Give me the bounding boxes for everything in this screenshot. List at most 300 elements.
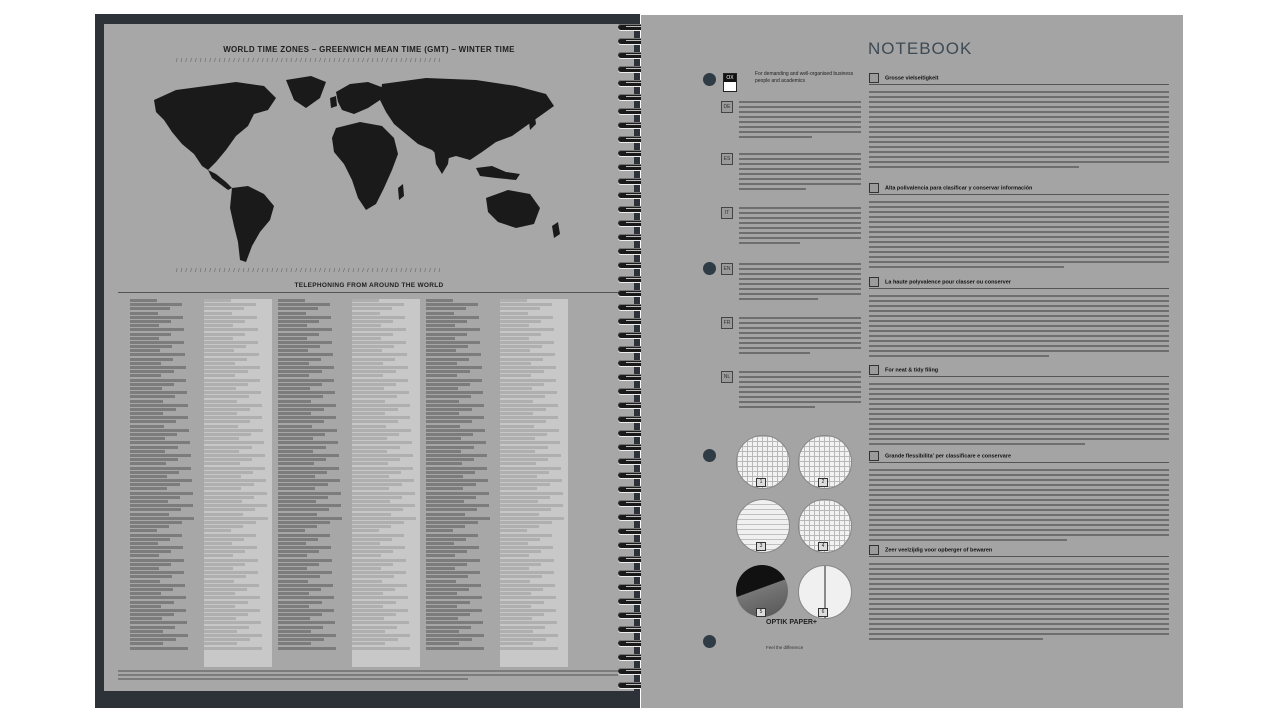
phone-code-row <box>352 538 392 541</box>
phone-code-row <box>352 529 379 532</box>
phone-code-row <box>500 621 557 624</box>
phone-code-row <box>130 483 180 486</box>
phone-code-row <box>500 479 562 482</box>
phone-code-row <box>426 374 457 377</box>
phone-code-row <box>500 458 548 461</box>
description-fr <box>739 317 861 357</box>
section-body <box>869 469 1169 541</box>
phone-code-row <box>130 626 175 629</box>
world-map <box>136 70 576 270</box>
phone-code-row <box>204 370 248 373</box>
phone-code-row <box>500 404 558 407</box>
phone-code-row <box>278 446 326 449</box>
phone-code-row <box>278 504 341 507</box>
phone-code-row <box>278 613 322 616</box>
phone-code-row <box>352 546 405 549</box>
phone-code-row <box>426 400 459 403</box>
phone-code-row <box>500 542 528 545</box>
section-body <box>869 563 1169 640</box>
phone-code-row <box>130 391 187 394</box>
divider <box>869 194 1169 195</box>
phone-code-row <box>500 370 544 373</box>
phone-code-row <box>130 508 181 511</box>
phone-codes-column <box>130 299 198 667</box>
phone-code-row <box>130 487 167 490</box>
phone-code-row <box>204 412 237 415</box>
phone-code-row <box>352 420 398 423</box>
phone-code-row <box>500 487 537 490</box>
phone-code-row <box>130 559 184 562</box>
phone-code-row <box>204 316 257 319</box>
phone-code-row <box>500 387 532 390</box>
phone-code-row <box>204 496 254 499</box>
phone-code-row <box>204 575 246 578</box>
phone-code-row <box>204 454 265 457</box>
phone-code-row <box>278 400 311 403</box>
phone-code-row <box>426 613 470 616</box>
phone-code-row <box>352 601 396 604</box>
phone-code-row <box>130 320 171 323</box>
phone-code-row <box>278 441 338 444</box>
phone-code-row <box>426 592 457 595</box>
phone-code-row <box>426 575 468 578</box>
phone-code-row <box>500 504 563 507</box>
telephone-title: TELEPHONING FROM AROUND THE WORLD <box>294 282 444 289</box>
phone-code-row <box>204 462 240 465</box>
phone-code-row <box>426 458 474 461</box>
phone-code-row <box>352 395 397 398</box>
phone-code-row <box>500 408 546 411</box>
phone-code-row <box>500 613 544 616</box>
phone-code-row <box>130 299 157 302</box>
phone-code-row <box>500 496 550 499</box>
divider <box>869 462 1169 463</box>
phone-code-row <box>130 521 182 524</box>
phone-code-row <box>130 617 162 620</box>
phone-code-row <box>352 521 404 524</box>
phone-code-row <box>426 408 472 411</box>
section-heading: La haute polyvalence pour classer ou conserver <box>869 277 1169 288</box>
phone-code-row <box>130 575 172 578</box>
phone-code-row <box>352 492 415 495</box>
section-en <box>869 365 1169 448</box>
phone-code-row <box>500 316 553 319</box>
phone-code-row <box>352 567 381 570</box>
phone-code-row <box>426 303 478 306</box>
phone-code-row <box>130 462 166 465</box>
phone-code-row <box>204 479 266 482</box>
phone-code-row <box>500 584 555 587</box>
phone-code-row <box>500 391 557 394</box>
phone-code-row <box>352 621 409 624</box>
phone-code-row <box>278 312 306 315</box>
phone-code-row <box>426 362 457 365</box>
phone-code-row <box>426 370 470 373</box>
feature-label: 1 <box>756 478 766 487</box>
phone-code-row <box>352 584 407 587</box>
phone-code-row <box>426 420 472 423</box>
phone-code-row <box>500 467 561 470</box>
phone-code-row <box>426 437 461 440</box>
phone-code-row <box>130 429 189 432</box>
phone-code-row <box>130 630 163 633</box>
phone-code-row <box>426 320 467 323</box>
optik-paper-tagline: Feel the difference <box>766 645 804 650</box>
phone-code-row <box>130 584 185 587</box>
phone-code-row <box>278 534 330 537</box>
punch-hole <box>703 449 716 462</box>
phone-code-row <box>500 328 554 331</box>
phone-code-row <box>500 492 563 495</box>
phone-code-row <box>426 412 459 415</box>
phone-code-row <box>426 446 474 449</box>
phone-code-row <box>130 337 159 340</box>
phone-code-row <box>500 575 542 578</box>
phone-code-row <box>352 588 395 591</box>
phone-code-row <box>352 408 398 411</box>
phone-code-row <box>130 374 161 377</box>
section-body <box>869 91 1169 168</box>
phone-code-row <box>426 379 482 382</box>
phone-code-row <box>352 429 411 432</box>
phone-code-row <box>130 529 157 532</box>
phone-code-row <box>204 521 256 524</box>
phone-code-row <box>204 630 237 633</box>
feature-label: 2 <box>818 478 828 487</box>
phone-code-row <box>426 626 471 629</box>
phone-code-row <box>500 353 555 356</box>
phone-code-row <box>130 542 158 545</box>
phone-code-row <box>130 370 174 373</box>
phone-code-row <box>278 487 315 490</box>
phone-code-row <box>500 429 559 432</box>
phone-code-row <box>500 307 540 310</box>
phone-code-row <box>500 559 554 562</box>
phone-code-row <box>500 546 553 549</box>
phone-code-row <box>130 366 186 369</box>
phone-code-row <box>426 647 484 650</box>
phone-code-row <box>130 609 186 612</box>
phone-code-row <box>204 492 267 495</box>
phone-code-row <box>278 559 332 562</box>
phone-code-row <box>130 634 188 637</box>
section-code-box <box>869 73 879 83</box>
feature-label: 3 <box>756 542 766 551</box>
phone-code-row <box>130 467 191 470</box>
phone-code-row <box>500 567 529 570</box>
phone-code-row <box>426 471 475 474</box>
phone-code-row <box>352 349 382 352</box>
section-fr <box>869 277 1169 360</box>
phone-code-row <box>352 592 383 595</box>
section-heading: Alta polivalencia para clasificar y conservar información <box>869 183 1169 194</box>
phone-code-row <box>426 605 457 608</box>
phone-code-row <box>500 521 552 524</box>
phone-code-row <box>278 366 334 369</box>
phone-code-row <box>352 299 379 302</box>
phone-code-row <box>352 446 400 449</box>
language-code-en: EN <box>721 263 733 275</box>
phone-code-row <box>204 580 234 583</box>
phone-code-row <box>204 408 250 411</box>
phone-code-row <box>130 550 171 553</box>
phone-code-row <box>278 626 323 629</box>
phone-code-row <box>352 387 384 390</box>
phone-code-row <box>500 571 554 574</box>
phone-code-row <box>426 500 464 503</box>
phone-code-row <box>204 513 243 516</box>
phone-code-row <box>352 504 415 507</box>
phone-code-row <box>278 563 319 566</box>
phone-code-row <box>278 391 335 394</box>
phone-code-row <box>204 404 262 407</box>
phone-code-row <box>426 467 487 470</box>
description-de <box>739 101 861 141</box>
phone-code-row <box>130 383 174 386</box>
phone-code-row <box>278 550 319 553</box>
phone-code-row <box>130 408 176 411</box>
divider <box>869 84 1169 85</box>
phone-code-row <box>130 588 173 591</box>
phone-code-row <box>352 366 408 369</box>
phone-code-row <box>352 379 408 382</box>
phone-code-row <box>204 588 247 591</box>
phone-code-row <box>130 517 194 520</box>
phone-code-row <box>130 345 172 348</box>
phone-code-row <box>426 425 460 428</box>
phone-code-row <box>204 391 261 394</box>
phone-code-row <box>500 475 537 478</box>
phone-code-row <box>500 383 544 386</box>
phone-code-row <box>278 458 326 461</box>
phone-code-row <box>500 538 540 541</box>
phone-code-row <box>204 647 262 650</box>
phone-code-row <box>278 429 337 432</box>
brand-title: NOTEBOOK <box>868 39 973 58</box>
phone-code-row <box>352 337 381 340</box>
phone-code-row <box>500 638 546 641</box>
phone-code-row <box>426 529 453 532</box>
phone-code-row <box>352 642 385 645</box>
phone-code-row <box>204 621 261 624</box>
phone-code-row <box>130 534 182 537</box>
phone-code-row <box>278 508 329 511</box>
section-heading: Zeer veelzijdig voor opberger of bewaren <box>869 545 1169 556</box>
divider <box>869 376 1169 377</box>
phone-code-row <box>352 316 405 319</box>
phone-code-row <box>352 471 401 474</box>
phone-code-row <box>278 596 334 599</box>
phone-code-row <box>352 328 406 331</box>
phone-code-row <box>352 341 406 344</box>
phone-code-row <box>426 324 455 327</box>
phone-code-row <box>204 517 268 520</box>
phone-code-row <box>426 504 489 507</box>
section-body <box>869 383 1169 445</box>
phone-code-row <box>500 379 556 382</box>
phone-code-row <box>500 374 531 377</box>
phone-code-row <box>204 433 251 436</box>
phone-code-row <box>130 454 191 457</box>
phone-code-row <box>352 475 389 478</box>
phone-code-row <box>426 383 470 386</box>
phone-code-row <box>278 479 340 482</box>
feature-label: 4 <box>818 542 828 551</box>
phone-code-row <box>352 605 383 608</box>
phone-code-row <box>352 596 408 599</box>
phone-code-row <box>500 554 529 557</box>
phone-code-row <box>130 563 171 566</box>
phone-code-row <box>426 416 484 419</box>
phone-code-row <box>426 609 482 612</box>
phone-code-row <box>204 525 243 528</box>
phone-code-row <box>130 554 159 557</box>
section-es <box>869 183 1169 271</box>
section-it <box>869 451 1169 544</box>
phone-code-row <box>500 333 541 336</box>
phone-code-row <box>278 370 322 373</box>
phone-code-row <box>204 425 238 428</box>
phone-code-row <box>352 617 384 620</box>
phone-code-row <box>352 433 399 436</box>
phone-code-row <box>130 580 160 583</box>
phone-code-row <box>130 546 183 549</box>
phone-code-row <box>500 454 561 457</box>
phone-code-row <box>204 605 235 608</box>
phone-code-row <box>278 588 321 591</box>
phone-code-row <box>204 500 242 503</box>
phone-code-row <box>426 638 472 641</box>
footnote-text <box>118 670 618 682</box>
phone-code-row <box>204 383 248 386</box>
phone-code-row <box>130 601 174 604</box>
phone-code-row <box>352 575 394 578</box>
phone-code-row <box>352 320 393 323</box>
phone-code-row <box>426 454 487 457</box>
phone-code-row <box>500 563 541 566</box>
phone-code-row <box>278 362 309 365</box>
phone-code-row <box>130 479 192 482</box>
phone-code-row <box>426 534 478 537</box>
phone-code-row <box>278 324 307 327</box>
phone-code-row <box>278 575 320 578</box>
phone-code-row <box>204 638 250 641</box>
phone-code-row <box>204 337 233 340</box>
phone-code-row <box>500 642 533 645</box>
phone-code-row <box>500 395 545 398</box>
phone-code-row <box>426 559 480 562</box>
description-it <box>739 207 861 247</box>
phone-code-row <box>426 341 480 344</box>
punch-hole <box>703 635 716 648</box>
phone-code-row <box>130 328 184 331</box>
phone-code-row <box>352 513 391 516</box>
phone-code-row <box>500 617 532 620</box>
phone-code-row <box>426 496 476 499</box>
phone-code-row <box>278 475 315 478</box>
section-code-box <box>869 545 879 555</box>
phone-code-row <box>278 630 311 633</box>
phone-code-row <box>352 483 402 486</box>
phone-code-row <box>500 337 529 340</box>
phone-code-row <box>204 567 233 570</box>
phone-code-row <box>352 554 381 557</box>
phone-code-row <box>130 642 163 645</box>
phone-code-row <box>426 584 481 587</box>
phone-code-row <box>204 613 248 616</box>
phone-code-row <box>278 538 318 541</box>
phone-code-row <box>426 441 486 444</box>
phone-code-row <box>130 416 188 419</box>
phone-code-row <box>426 630 459 633</box>
phone-code-row <box>130 567 159 570</box>
phone-code-row <box>352 550 393 553</box>
phone-code-row <box>500 312 528 315</box>
phone-code-row <box>278 387 310 390</box>
description-en <box>739 263 861 303</box>
phone-code-row <box>426 483 476 486</box>
phone-code-row <box>278 395 323 398</box>
phone-code-row <box>204 642 237 645</box>
phone-code-row <box>278 437 313 440</box>
phone-code-row <box>130 400 163 403</box>
section-code-box <box>869 451 879 461</box>
phone-code-row <box>500 358 543 361</box>
phone-code-row <box>278 517 342 520</box>
phone-code-row <box>500 513 539 516</box>
phone-code-row <box>426 387 458 390</box>
phone-code-row <box>426 492 489 495</box>
phone-code-row <box>352 634 410 637</box>
phone-code-row <box>352 626 397 629</box>
phone-code-row <box>130 525 169 528</box>
phone-code-row <box>278 542 306 545</box>
phone-code-row <box>130 437 165 440</box>
phone-code-row <box>278 420 324 423</box>
phone-code-row <box>278 383 322 386</box>
phone-codes-column <box>426 299 494 667</box>
phone-codes-column <box>204 299 272 667</box>
phone-code-row <box>204 554 233 557</box>
phone-code-row <box>204 538 244 541</box>
time-zone-ticks-top: / / / / / / / / / / / / / / / / / / / / / / / / / / / / / / / / / / / / / / / / / / / / / / / / / / / / / / / / <box>176 58 442 64</box>
phone-code-row <box>130 592 161 595</box>
phone-code-row <box>278 605 309 608</box>
phone-code-row <box>352 374 383 377</box>
phone-code-row <box>130 647 188 650</box>
phone-code-row <box>352 517 416 520</box>
phone-code-row <box>352 441 412 444</box>
phone-code-row <box>426 479 488 482</box>
phone-code-row <box>278 345 320 348</box>
phone-code-row <box>204 483 254 486</box>
phone-code-row <box>426 307 466 310</box>
phone-code-row <box>278 571 332 574</box>
phone-code-row <box>500 596 556 599</box>
phone-code-row <box>130 362 161 365</box>
phone-code-row <box>204 324 233 327</box>
phone-code-row <box>352 638 398 641</box>
phone-code-row <box>204 471 253 474</box>
phone-code-row <box>426 404 484 407</box>
phone-code-row <box>278 617 310 620</box>
phone-code-row <box>204 609 260 612</box>
phone-code-row <box>426 517 490 520</box>
phone-code-row <box>204 542 232 545</box>
phone-code-row <box>204 366 260 369</box>
phone-code-row <box>426 508 477 511</box>
phone-code-row <box>204 592 235 595</box>
